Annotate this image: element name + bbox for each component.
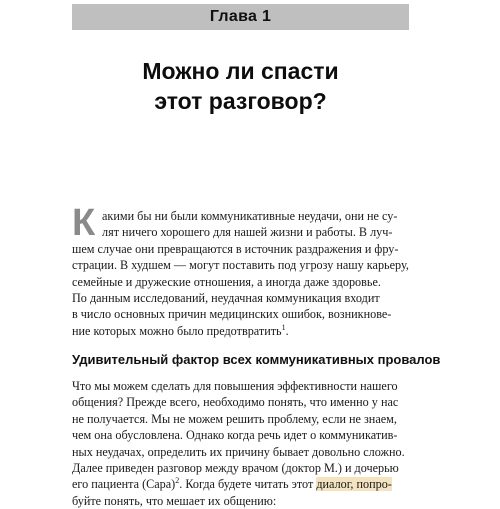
intro-line-text: ние которых можно было предотвратить bbox=[72, 323, 282, 338]
intro-line: страции. В худшем — могут поставить под угрозу нашу карьеру, bbox=[72, 258, 409, 273]
intro-line: в число основных причин медицинских ошибок, возникнове- bbox=[72, 307, 392, 322]
drop-cap: К bbox=[72, 202, 96, 244]
intro-line-end: . bbox=[285, 323, 289, 338]
section-line: чем она обусловлена. Однако когда речь идет о коммуникатив- bbox=[72, 428, 398, 443]
intro-line: шем случае они превращаются в источник раздражения и фру- bbox=[72, 241, 399, 256]
intro-line: семейные и дружеские отношения, а иногда даже здоровье. bbox=[72, 274, 381, 289]
section-line: Далее приведен разговор между врачом (доктор М.) и дочерью bbox=[72, 461, 399, 476]
intro-paragraph bbox=[72, 208, 412, 339]
intro-line: лят ничего хорошего для нашей жизни и работы. В луч- bbox=[102, 225, 393, 240]
chapter-title-line-2: этот разговор? bbox=[154, 88, 327, 114]
chapter-title bbox=[72, 56, 409, 116]
chapter-title-line-1: Можно ли спасти bbox=[142, 58, 339, 84]
intro-line-last bbox=[72, 323, 412, 339]
section-line-start: его пациента (Сара) bbox=[72, 477, 176, 492]
section-heading: Удивительный фактор всех коммуникативных провалов bbox=[72, 352, 441, 367]
section-paragraph bbox=[72, 378, 412, 509]
chapter-label: Глава 1 bbox=[209, 8, 272, 25]
section-line: Что мы можем сделать для повышения эффективности нашего bbox=[72, 379, 398, 393]
footnote-ref-1: 1 bbox=[281, 322, 286, 332]
section-line-footnoted bbox=[72, 476, 412, 492]
section-line: не получается. Мы не можем решить проблему, если не знаем, bbox=[72, 411, 397, 426]
intro-line: акими бы ни были коммуникативные неудачи, они не су- bbox=[102, 209, 398, 223]
chapter-header bbox=[72, 4, 409, 30]
section-line: буйте понять, что мешает их общению: bbox=[72, 493, 277, 508]
highlighted-text: диалог, попро- bbox=[316, 477, 392, 492]
section-line: общения? Прежде всего, необходимо понять, что именно у нас bbox=[72, 395, 399, 410]
footnote-ref-2: 2 bbox=[175, 476, 180, 486]
section-line: ных неудачах, определить их причину бывает довольно сложно. bbox=[72, 444, 405, 459]
section-line-middle: . Когда будете читать этот bbox=[179, 477, 317, 492]
intro-line: По данным исследований, неудачная коммуникация входит bbox=[72, 291, 380, 306]
